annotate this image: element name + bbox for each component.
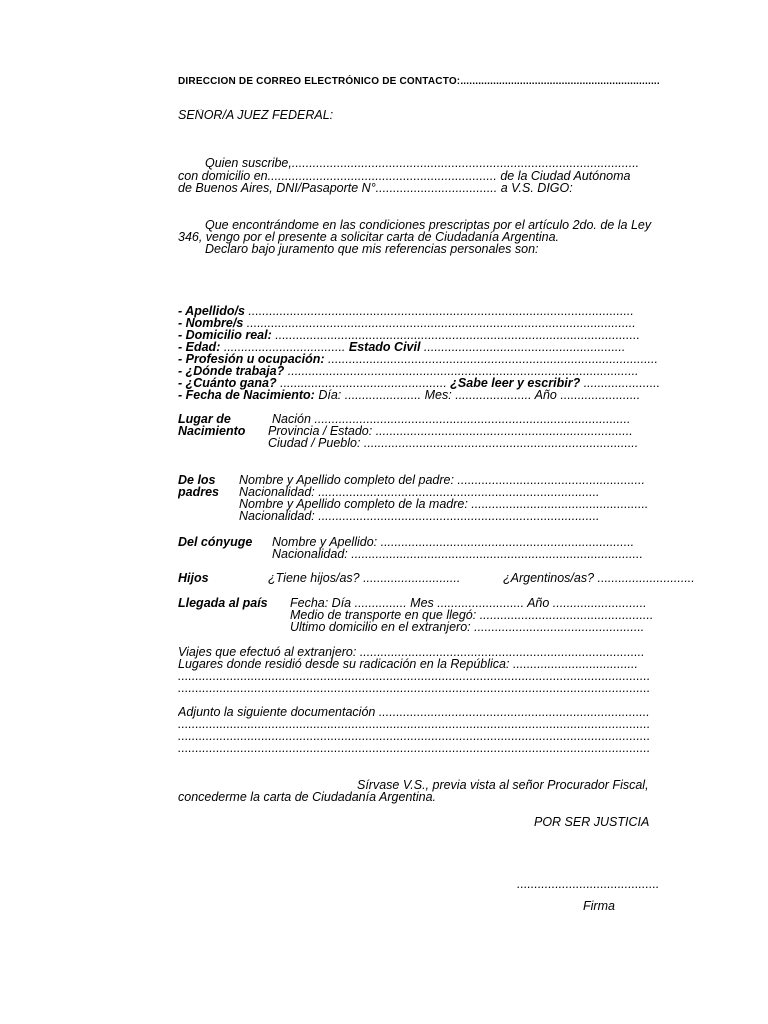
nombre-field[interactable]: ................................................................................................................	[246, 317, 636, 330]
padres-label-1: De los	[178, 474, 216, 487]
padres-label-2: padres	[178, 486, 219, 499]
documentacion-blank-line-2[interactable]: ........................................................................................................................................	[178, 730, 651, 743]
lugar-label-2: Nacimiento	[178, 425, 246, 438]
nacionalidad-padre-field[interactable]: Nacionalidad: .................................................................................	[239, 486, 600, 499]
madre-field[interactable]: Nombre y Apellido completo de la madre: ...................................................	[239, 498, 649, 511]
documentacion-field[interactable]: Adjunto la siguiente documentación ..............................................................................	[178, 706, 650, 719]
tiene-hijos-field[interactable]: ¿Tiene hijos/as? ............................	[268, 572, 461, 585]
conyuge-label: Del cónyuge	[178, 536, 253, 549]
profesion-field[interactable]: ...............................................................................................	[328, 353, 658, 366]
petition-line-2: 346, vengo por el presente a solicitar carta de Ciudadanía Argentina.	[178, 231, 560, 244]
provincia-field[interactable]: Provincia / Estado: ..........................................................................	[268, 425, 633, 438]
medio-transporte-field[interactable]: Medio de transporte en que llegó: ..................................................	[290, 609, 654, 622]
anio-label: Año	[534, 389, 557, 402]
gana-field[interactable]: ................................................	[280, 377, 447, 390]
email-line	[178, 75, 730, 88]
email-field[interactable]: ...................................................................	[460, 76, 660, 87]
dia-label: Día:	[318, 389, 342, 402]
email-label: DIRECCION DE CORREO ELECTRÓNICO DE CONTACTO:	[178, 76, 461, 87]
trabaja-label: - ¿Dónde trabaja?	[178, 365, 285, 378]
conyuge-nacionalidad-field[interactable]: Nacionalidad: ....................................................................................	[272, 548, 643, 561]
trabaja-field[interactable]: .....................................................................................................	[287, 365, 639, 378]
estado-civil-field[interactable]: ..........................................................	[423, 341, 626, 354]
intro-line-3: de Buenos Aires, DNI/Pasaporte N°................................... a V.S. DIGO:	[178, 182, 573, 195]
domicilio-field[interactable]: .........................................................................................................	[275, 329, 640, 342]
addressee: SEÑOR/A JUEZ FEDERAL:	[178, 109, 334, 122]
leer-label: ¿Sabe leer y escribir?	[450, 377, 581, 390]
intro-line-2: con domicilio en.................................................................. de la Ciudad Autónoma	[178, 170, 631, 183]
edad-field[interactable]: ...................................	[223, 341, 346, 354]
lugares-residencia-field[interactable]: Lugares donde residió desde su radicación en la República: ....................................	[178, 658, 638, 671]
llegada-label: Llegada al país	[178, 597, 268, 610]
lugar-label-1: Lugar de	[178, 413, 231, 426]
nacionalidad-madre-field[interactable]: Nacionalidad: .................................................................................	[239, 510, 600, 523]
edad-label: - Edad:	[178, 341, 221, 354]
hijos-label: Hijos	[178, 572, 209, 585]
estado-civil-label: Estado Civil	[348, 341, 421, 354]
domicilio-label: - Domicilio real:	[178, 329, 272, 342]
leer-field[interactable]: ......................	[583, 377, 661, 390]
documentacion-blank-line-3[interactable]: ........................................................................................................................................	[178, 742, 651, 755]
viajes-blank-line-2[interactable]: ........................................................................................................................................	[178, 682, 651, 695]
nacion-field[interactable]: Nación ...........................................................................................	[272, 413, 631, 426]
signature-field[interactable]: .........................................	[517, 878, 660, 891]
apellido-label: - Apellido/s	[178, 305, 245, 318]
petition-line-1: Que encontrándome en las condiciones prescriptas por el artículo 2do. de la Ley	[205, 219, 652, 232]
nacimiento-label: - Fecha de Nacimiento:	[178, 389, 315, 402]
documentacion-blank-line-1[interactable]: ........................................................................................................................................	[178, 718, 651, 731]
ciudad-field[interactable]: Ciudad / Pueblo: ...............................................................................	[268, 437, 639, 450]
intro-line-1: Quien suscribe,....................................................................................................	[205, 157, 640, 170]
petition-line-3: Declaro bajo juramento que mis referencias personales son:	[205, 243, 539, 256]
mes-label: Mes:	[424, 389, 452, 402]
por-ser-justicia: POR SER JUSTICIA	[534, 816, 650, 829]
viajes-field[interactable]: Viajes que efectuó al extranjero: ..................................................................................	[178, 646, 645, 659]
dia-field[interactable]: ......................	[344, 389, 422, 402]
padre-field[interactable]: Nombre y Apellido completo del padre: ......................................................	[239, 474, 645, 487]
closing-line-1: Sírvase V.S., previa vista al señor Procurador Fiscal,	[357, 779, 649, 792]
nombre-label: - Nombre/s	[178, 317, 244, 330]
apellido-field[interactable]: ...............................................................................................................	[248, 305, 634, 318]
profesion-label: - Profesión u ocupación:	[178, 353, 325, 366]
mes-field[interactable]: ......................	[455, 389, 532, 402]
nacimiento-row	[178, 389, 730, 402]
gana-label: - ¿Cuánto gana?	[178, 377, 277, 390]
signature-label: Firma	[583, 900, 615, 913]
argentinos-field[interactable]: ¿Argentinos/as? ............................	[503, 572, 695, 585]
ultimo-domicilio-field[interactable]: Último domicilio en el extranjero: .................................................	[290, 621, 645, 634]
viajes-blank-line-1[interactable]: ........................................................................................................................................	[178, 670, 651, 683]
conyuge-nombre-field[interactable]: Nombre y Apellido: .........................................................................	[272, 536, 635, 549]
anio-field[interactable]: .......................	[560, 389, 641, 402]
llegada-fecha-field[interactable]: Fecha: Día ............... Mes ......................... Año ...........................	[290, 597, 647, 610]
closing-line-2: concederme la carta de Ciudadanía Argentina.	[178, 791, 437, 804]
